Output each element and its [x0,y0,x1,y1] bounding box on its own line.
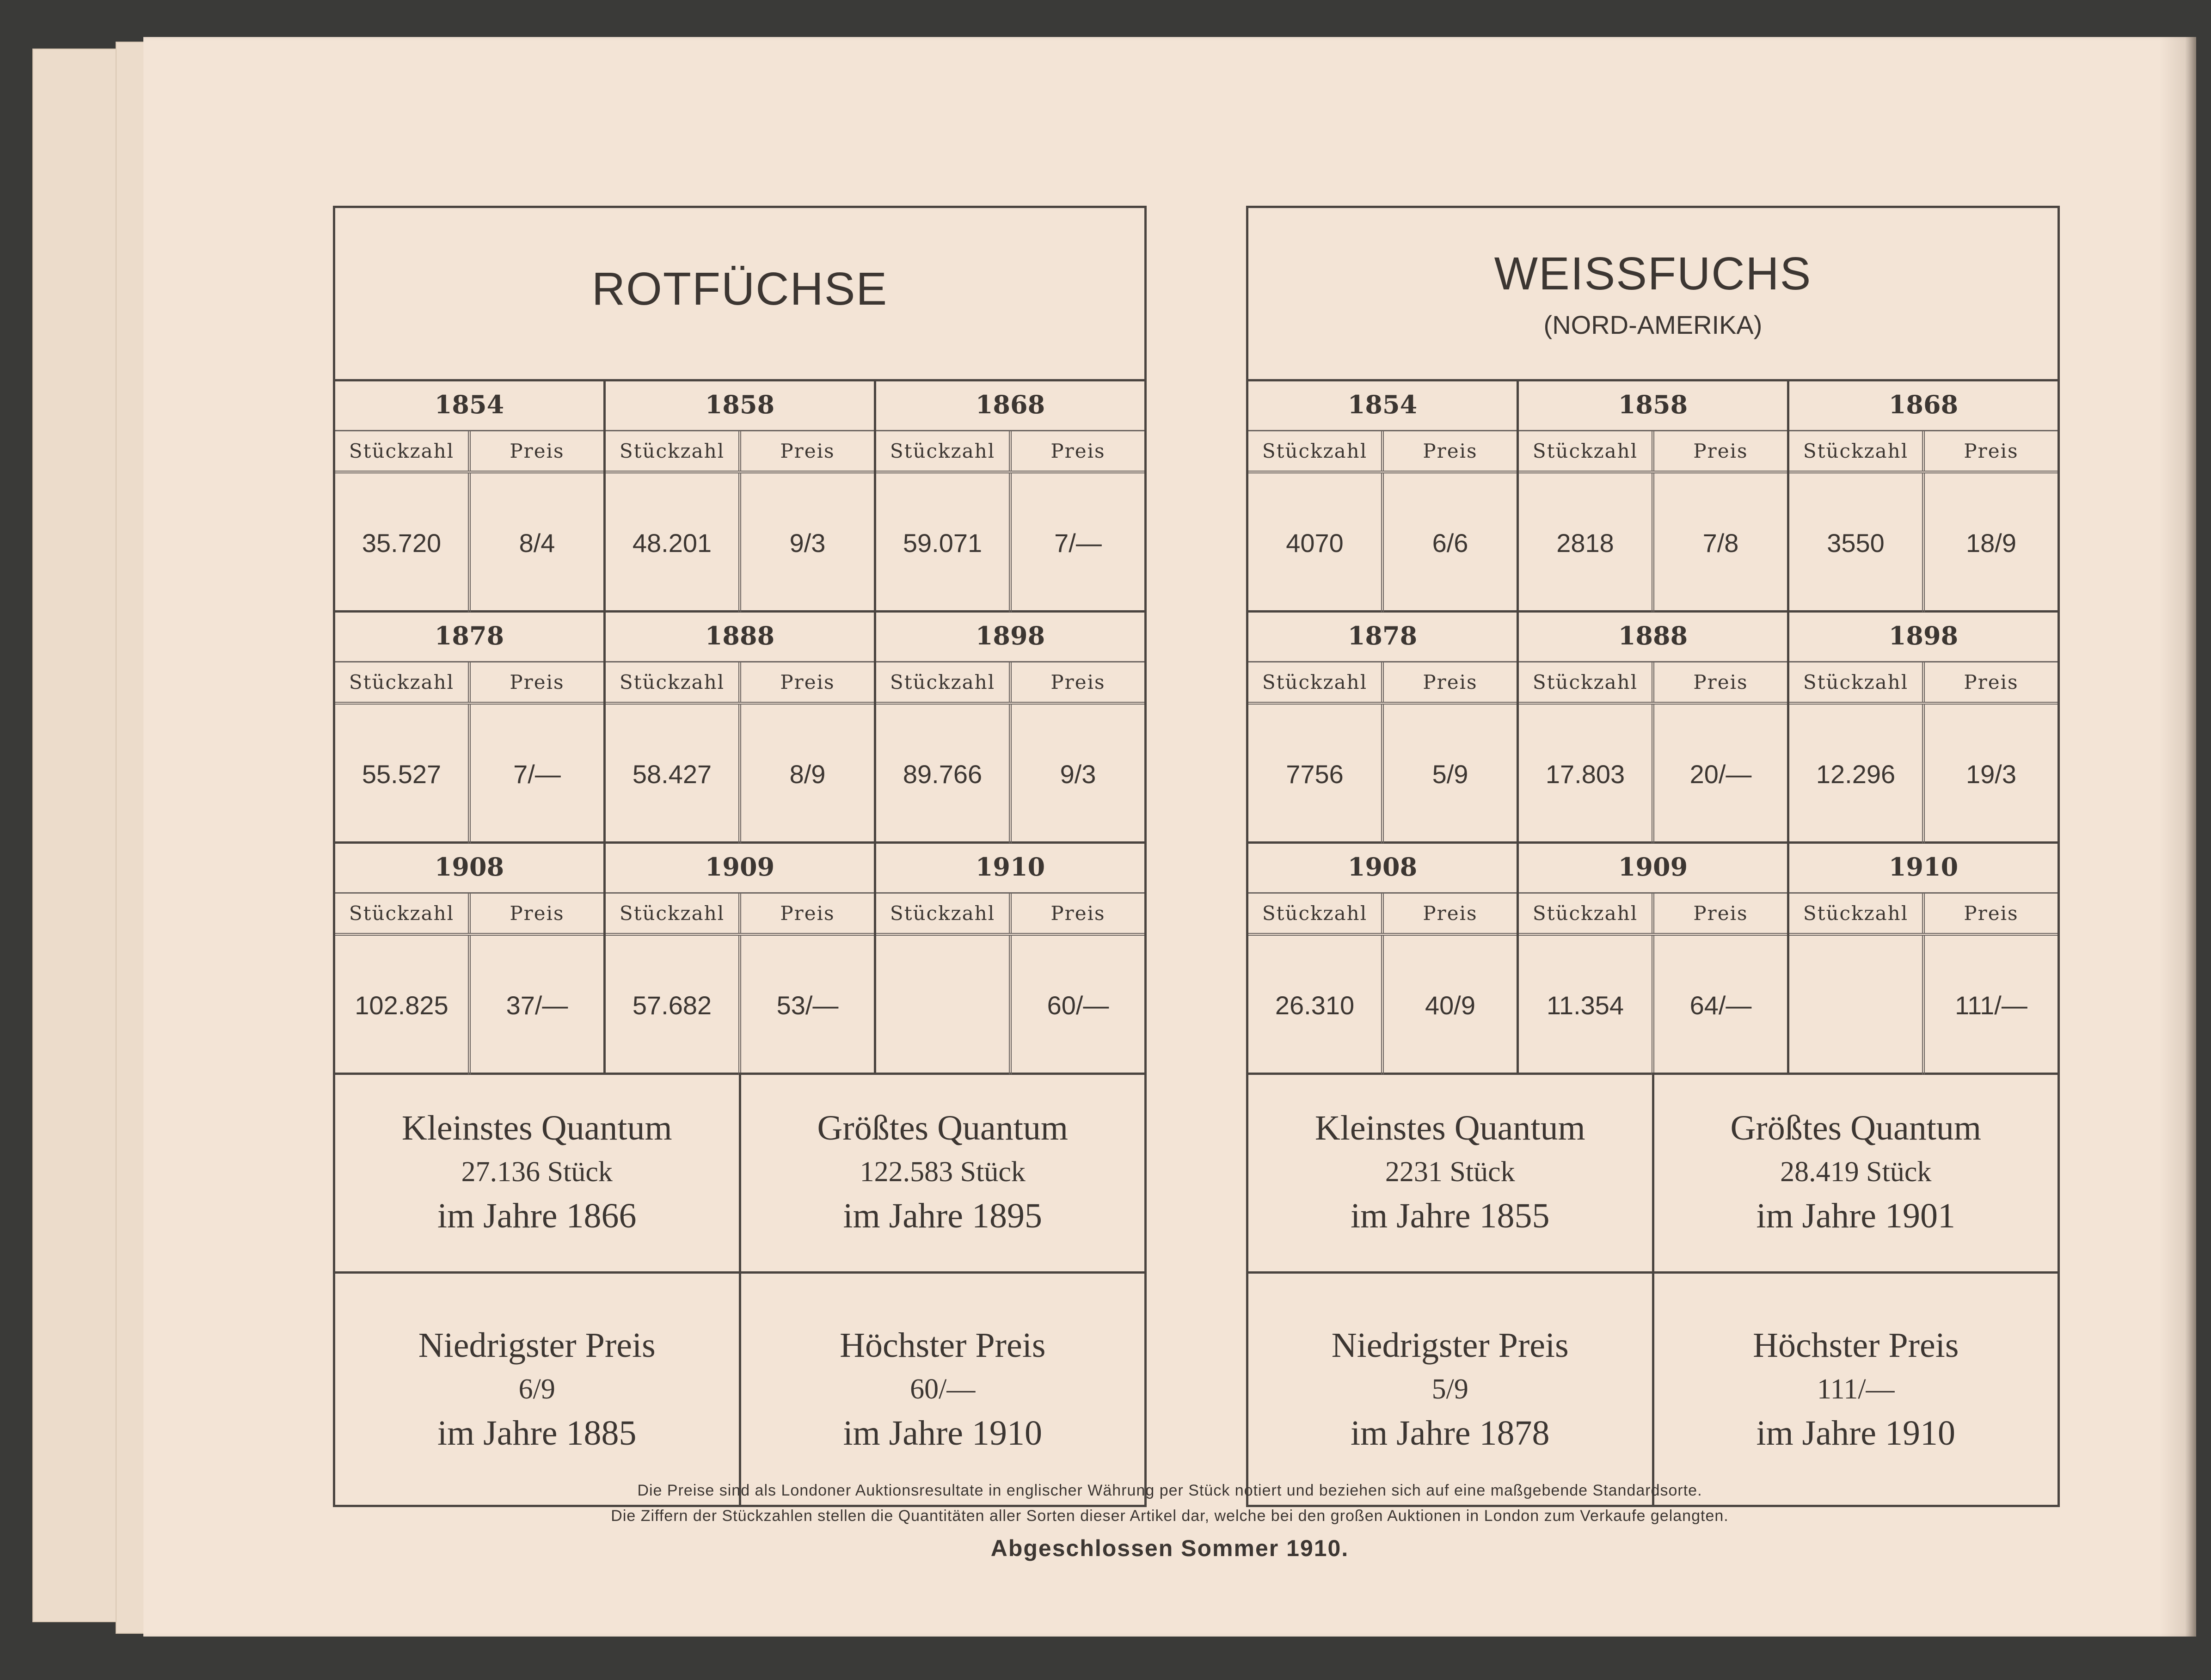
price-header: Preis [1423,902,1478,925]
value-cells [335,705,603,843]
value-cells [335,473,603,612]
summary-row [335,1274,1144,1505]
year-column [1789,841,2057,1073]
year-label: 1888 [1519,610,1787,662]
qty-header: Stückzahl [606,894,741,933]
price-header: Preis [1693,440,1748,462]
year-label: 1898 [1789,610,2057,662]
qty-value: 59.071 [876,473,1012,612]
year-row [1248,379,2057,613]
summary-cell [741,1073,1145,1271]
panel-title: ROTFÜCHSE [591,263,888,315]
qty-value: 102.825 [335,936,471,1074]
summary-year: im Jahre 1878 [1350,1413,1550,1453]
summary-label: Größtes Quantum [1730,1108,1981,1147]
price-header: Preis [1050,671,1106,693]
summary-year: im Jahre 1885 [437,1413,637,1453]
price-header: Preis [1693,671,1748,693]
year-column [876,610,1144,841]
summary-value: 5/9 [1431,1373,1468,1405]
price-value: 7/8 [1702,528,1739,558]
qty-value: 57.682 [606,936,741,1074]
price-value: 9/3 [789,528,826,558]
year-label: 1868 [876,379,1144,431]
year-column [1519,841,1789,1073]
qty-header: Stückzahl [1519,431,1654,471]
value-cells [1248,473,1517,612]
book-spine-shadow [2159,37,2196,1637]
summary-year: im Jahre 1910 [1756,1413,1956,1453]
qty-header: Stückzahl [335,662,471,702]
qty-header: Stückzahl [335,894,471,933]
price-value: 60/— [1047,990,1109,1020]
value-cells [1519,473,1787,612]
year-column [1789,610,2057,841]
year-label: 1854 [335,379,603,431]
value-cells [335,936,603,1074]
year-column [335,610,606,841]
year-label: 1888 [606,610,874,662]
year-label: 1898 [876,610,1144,662]
price-header: Preis [1964,440,2019,462]
price-header: Preis [1423,440,1478,462]
qty-value: 11.354 [1519,936,1654,1074]
year-column [606,841,876,1073]
year-column [1248,610,1519,841]
qty-header: Stückzahl [876,894,1012,933]
column-headers [335,894,603,936]
value-cells [606,473,874,612]
panel-title-box [335,208,1144,381]
price-header: Preis [1964,902,2019,925]
summary-value: 27.136 Stück [461,1156,613,1188]
year-column [1248,379,1519,610]
summary-row [1248,1073,2057,1274]
year-column [1248,841,1519,1073]
price-value: 20/— [1689,759,1752,789]
qty-value: 89.766 [876,705,1012,843]
qty-header: Stückzahl [335,431,471,471]
column-headers [1248,662,1517,705]
price-header: Preis [510,440,565,462]
panel-subtitle: (NORD-AMERIKA) [1543,310,1763,339]
price-header: Preis [510,902,565,925]
price-value: 7/— [1054,528,1102,558]
qty-header: Stückzahl [876,662,1012,702]
year-label: 1909 [606,841,874,894]
summary-cell [335,1274,741,1505]
qty-header: Stückzahl [606,431,741,471]
summary-value: 2231 Stück [1385,1156,1515,1188]
year-label: 1878 [1248,610,1517,662]
qty-value [876,936,1012,1074]
price-value: 9/3 [1060,759,1096,789]
price-header: Preis [1423,671,1478,693]
qty-value: 58.427 [606,705,741,843]
footnote-line-2: Die Ziffern der Stückzahlen stellen die Quantitäten aller Sorten dieser Artikel dar, welche bei den großen Auktionen in London zum Verkaufe gelangten. [611,1507,1729,1525]
price-value: 5/9 [1432,759,1468,789]
year-column [606,379,876,610]
panel-title: WEISSFUCHS [1494,248,1812,300]
year-row [1248,610,2057,844]
summary-cell [741,1274,1145,1505]
value-cells [1248,705,1517,843]
value-cells [1789,936,2057,1074]
summary-year: im Jahre 1855 [1350,1196,1550,1235]
price-value: 18/9 [1966,528,2016,558]
qty-value: 35.720 [335,473,471,612]
price-header: Preis [1693,902,1748,925]
summary-value: 28.419 Stück [1780,1156,1932,1188]
summary-label: Niedrigster Preis [1331,1325,1569,1365]
value-cells [1519,705,1787,843]
value-cells [606,936,874,1074]
column-headers [876,662,1144,705]
price-header: Preis [510,671,565,693]
price-header: Preis [1964,671,2019,693]
column-headers [876,894,1144,936]
summary-label: Höchster Preis [1753,1325,1959,1365]
summary-year: im Jahre 1866 [437,1196,637,1235]
qty-header: Stückzahl [1248,662,1384,702]
year-column [1519,610,1789,841]
price-value: 8/9 [789,759,826,789]
year-label: 1858 [1519,379,1787,431]
column-headers [876,431,1144,473]
column-headers [606,431,874,473]
value-cells [606,705,874,843]
price-value: 7/— [513,759,561,789]
qty-header: Stückzahl [1789,894,1925,933]
price-value: 40/9 [1425,990,1475,1020]
panel-weissfuchs [1246,206,2060,1507]
summary-value: 111/— [1817,1373,1895,1405]
value-cells [876,705,1144,843]
price-value: 19/3 [1966,759,2016,789]
summary-label: Kleinstes Quantum [1314,1108,1585,1147]
price-value: 37/— [506,990,568,1020]
panel-rotfuechse [333,206,1147,1507]
qty-header: Stückzahl [1789,662,1925,702]
value-cells [1789,473,2057,612]
price-value: 8/4 [519,528,555,558]
panel-title-box [1248,208,2057,381]
column-headers [335,662,603,705]
value-cells [876,936,1144,1074]
summary-row [335,1073,1144,1274]
year-row [335,379,1144,613]
qty-value: 55.527 [335,705,471,843]
summary-row [1248,1274,2057,1505]
qty-header: Stückzahl [606,662,741,702]
summary-cell [1248,1073,1654,1271]
value-cells [1248,936,1517,1074]
summary-value: 122.583 Stück [860,1156,1026,1188]
summary-year: im Jahre 1895 [843,1196,1043,1235]
price-header: Preis [1050,440,1106,462]
year-row [335,610,1144,844]
qty-header: Stückzahl [1519,894,1654,933]
summary-label: Niedrigster Preis [418,1325,656,1365]
qty-value: 12.296 [1789,705,1925,843]
price-value: 64/— [1689,990,1752,1020]
qty-header: Stückzahl [1248,894,1384,933]
summary-value: 60/— [910,1373,976,1405]
price-header: Preis [1050,902,1106,925]
value-cells [876,473,1144,612]
year-column [1519,379,1789,610]
price-value: 111/— [1955,990,2027,1020]
qty-value: 17.803 [1519,705,1654,843]
column-headers [1519,662,1787,705]
column-headers [1519,431,1787,473]
year-label: 1868 [1789,379,2057,431]
year-column [335,379,606,610]
summary-label: Höchster Preis [840,1325,1046,1365]
summary-cell [1654,1073,2058,1271]
column-headers [1519,894,1787,936]
qty-value: 4070 [1248,473,1384,612]
year-column [1789,379,2057,610]
column-headers [1248,894,1517,936]
closing-note: Abgeschlossen Sommer 1910. [990,1535,1349,1561]
summary-cell [1654,1274,2058,1505]
year-row [1248,841,2057,1075]
price-header: Preis [780,671,835,693]
summary-label: Kleinstes Quantum [401,1108,672,1147]
price-value: 53/— [776,990,839,1020]
qty-value: 7756 [1248,705,1384,843]
summary-label: Größtes Quantum [817,1108,1068,1147]
qty-value: 26.310 [1248,936,1384,1074]
qty-value: 48.201 [606,473,741,612]
year-label: 1908 [1248,841,1517,894]
summary-year: im Jahre 1910 [843,1413,1043,1453]
column-headers [335,431,603,473]
year-label: 1910 [876,841,1144,894]
summary-cell [1248,1274,1654,1505]
price-value: 6/6 [1432,528,1468,558]
year-column [335,841,606,1073]
column-headers [1248,431,1517,473]
qty-header: Stückzahl [876,431,1012,471]
page [143,37,2196,1637]
qty-value: 3550 [1789,473,1925,612]
column-headers [1789,894,2057,936]
price-header: Preis [780,902,835,925]
year-column [876,379,1144,610]
year-label: 1858 [606,379,874,431]
qty-header: Stückzahl [1519,662,1654,702]
year-row [335,841,1144,1075]
value-cells [1789,705,2057,843]
qty-value [1789,936,1925,1074]
column-headers [606,894,874,936]
qty-header: Stückzahl [1248,431,1384,471]
year-label: 1854 [1248,379,1517,431]
year-column [876,841,1144,1073]
value-cells [1519,936,1787,1074]
year-label: 1909 [1519,841,1787,894]
price-header: Preis [780,440,835,462]
summary-cell [335,1073,741,1271]
column-headers [606,662,874,705]
year-label: 1908 [335,841,603,894]
column-headers [1789,431,2057,473]
summary-year: im Jahre 1901 [1756,1196,1956,1235]
summary-value: 6/9 [518,1373,555,1405]
column-headers [1789,662,2057,705]
qty-value: 2818 [1519,473,1654,612]
year-column [606,610,876,841]
year-label: 1878 [335,610,603,662]
qty-header: Stückzahl [1789,431,1925,471]
footnote-line-1: Die Preise sind als Londoner Auktionsresultate in englischer Währung per Stück notiert und beziehen sich auf eine maßgebende Standardsorte. [637,1482,1702,1499]
year-label: 1910 [1789,841,2057,894]
